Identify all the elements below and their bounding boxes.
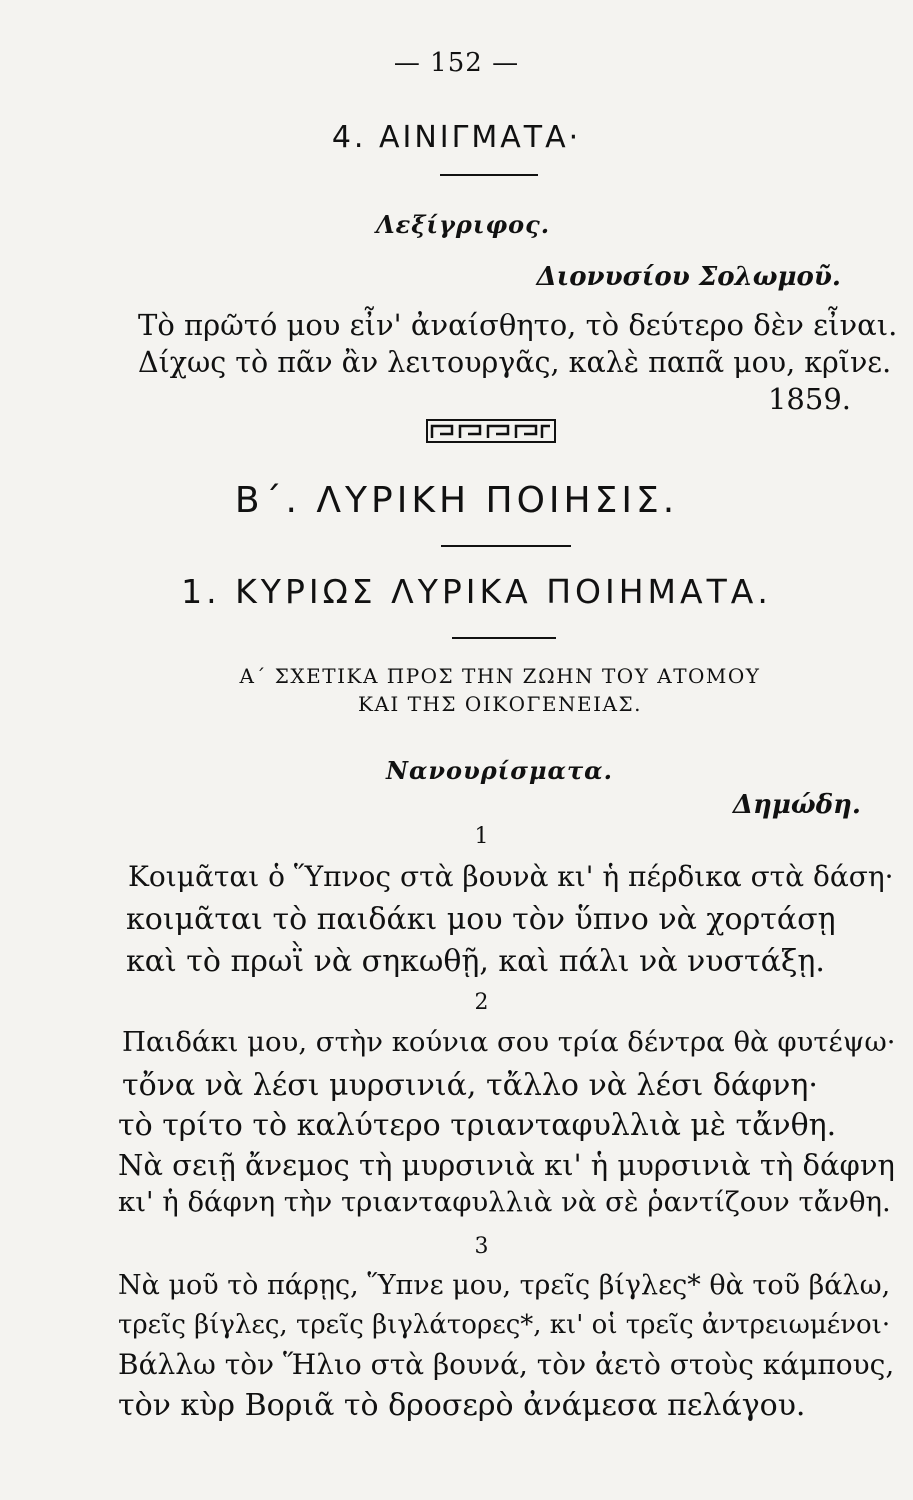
chapter-title: 1. ΚΥΡΙΩΣ ΛΥΡΙΚΑ ΠΟΙΗΜΑΤΑ. [181, 572, 772, 611]
stanza-2-line-1: Παιδάκι μου, στὴν κούνια σου τρία δέντρα θὰ φυτέψω· [122, 1026, 896, 1058]
stanza-2-line-4: Νὰ σειῇ ἄνεμος τὴ μυρσινιὰ κι' ἡ μυρσινιὰ τὴ δάφνη [118, 1148, 895, 1182]
stanza-1-line-3: καὶ τὸ πρωῒ νὰ σηκωθῇ, καὶ πάλι νὰ νυστάξῃ. [126, 944, 825, 979]
subsection-line-1: Α΄ ΣΧΕΤΙΚΑ ΠΡΟΣ ΤΗΝ ΖΩΗΝ ΤΟΥ ΑΤΟΜΟΥ [239, 664, 761, 688]
riddle-author: Διονυσίου Σολωμοῦ. [536, 262, 841, 292]
stanza-3-line-3: Βάλλω τὸν Ἥλιο στὰ βουνά, τὸν ἀετὸ στοὺς κάμπους, [118, 1348, 895, 1381]
stanza-1-line-2: κοιμᾶται τὸ παιδάκι μου τὸν ὕπνο νὰ χορτάσῃ [126, 902, 836, 937]
part-rule [441, 545, 571, 547]
riddle-year: 1859. [767, 382, 851, 416]
riddle-line-2: Δίχως τὸ πᾶν ἂν λειτουργᾶς, καλὲ παπᾶ μου, κρῖνε. [138, 346, 892, 379]
stanza-number-2: 2 [474, 990, 489, 1015]
chapter-rule [452, 637, 556, 639]
poem-author: Δημώδη. [732, 790, 861, 820]
stanza-1-line-1: Κοιμᾶται ὁ Ὕπνος στὰ βουνὰ κι' ἡ πέρδικα στὰ δάση· [128, 860, 894, 893]
stanza-number-1: 1 [474, 824, 489, 849]
section-rule [440, 174, 538, 176]
section-title: 4. ΑΙΝΙΓΜΑΤΑ· [331, 120, 582, 155]
stanza-3-line-2: τρεῖς βίγλες, τρεῖς βιγλάτορες*, κι' οἱ τρεῖς ἀντρειωμένοι· [118, 1310, 891, 1340]
subsection-line-2: ΚΑΙ ΤΗΣ ΟΙΚΟΓΕΝΕΙΑΣ. [358, 692, 642, 716]
part-title: Β΄. ΛΥΡΙΚΗ ΠΟΙΗΣΙΣ. [234, 480, 679, 521]
riddle-title: Λεξίγριφος. [376, 210, 551, 239]
greek-key-ornament [426, 418, 556, 444]
stanza-3-line-1: Νὰ μοῦ τὸ πάρῃς, Ὕπνε μου, τρεῖς βίγλες* θὰ τοῦ βάλω, [118, 1270, 891, 1301]
stanza-number-3: 3 [474, 1234, 489, 1259]
stanza-3-line-4: τὸν κὺρ Βοριᾶ τὸ δροσερὸ ἀνάμεσα πελάγου. [118, 1388, 806, 1423]
stanza-2-line-5: κι' ἡ δάφνη τὴν τριανταφυλλιὰ νὰ σὲ ῥαντίζουν τἄνθη. [118, 1186, 891, 1218]
poem-title: Νανουρίσματα. [386, 756, 613, 785]
stanza-2-line-2: τὄνα νὰ λέσι μυρσινιά, τἄλλο νὰ λέσι δάφνη· [122, 1068, 818, 1103]
riddle-line-1: Τὸ πρῶτό μου εἶν' ἀναίσθητο, τὸ δεύτερο δὲν εἶναι. [138, 308, 898, 342]
page-number: — 152 — [393, 48, 520, 78]
stanza-2-line-3: τὸ τρίτο τὸ καλύτερο τριανταφυλλιὰ μὲ τἄνθη. [118, 1108, 837, 1143]
